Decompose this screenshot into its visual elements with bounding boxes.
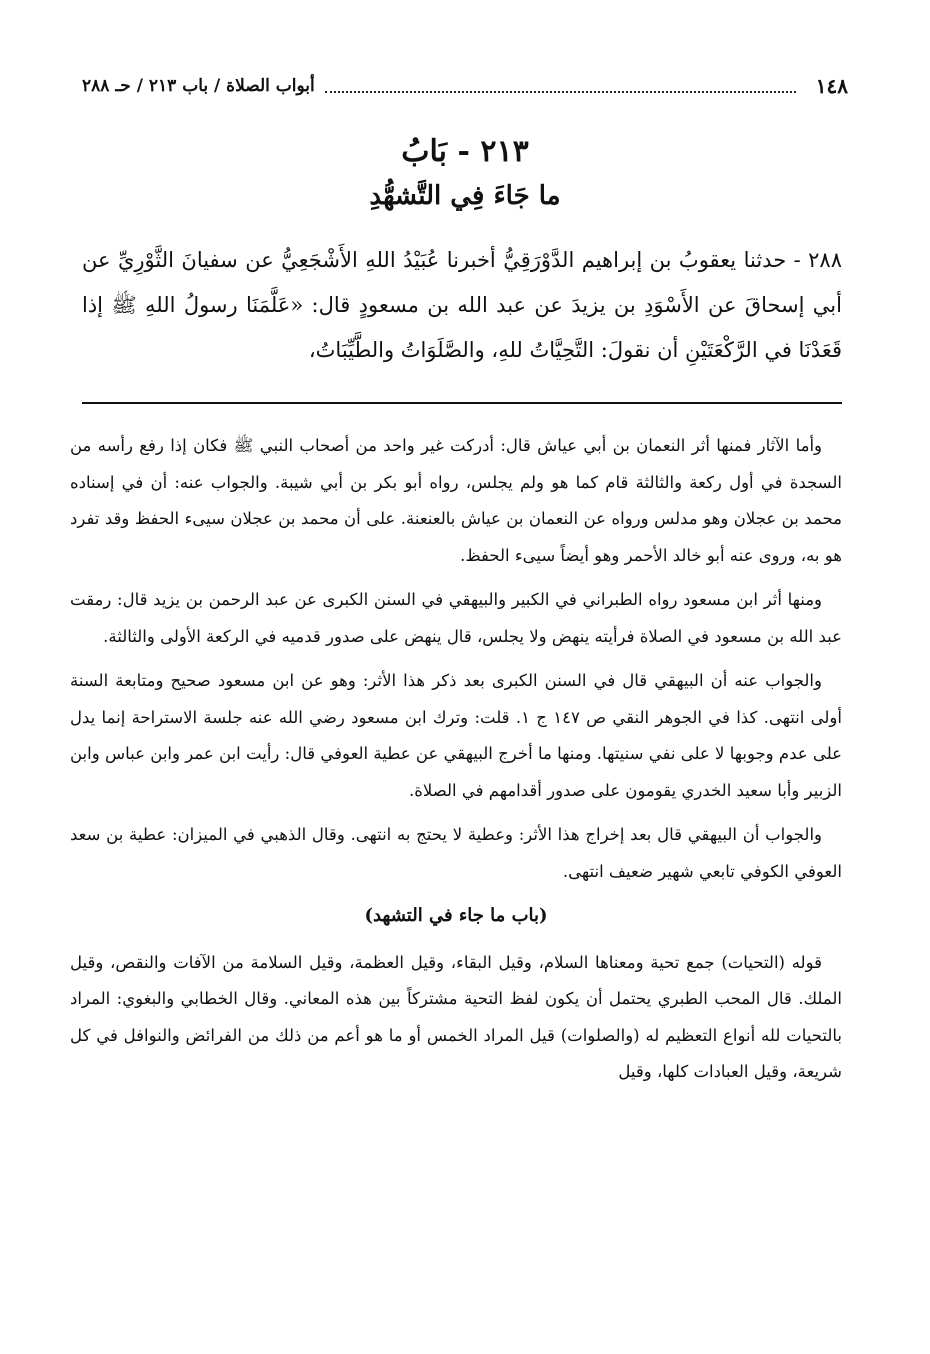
page-number: ١٤٨: [815, 74, 848, 98]
running-head: [82, 68, 848, 104]
hadith-text: ٢٨٨ - حدثنا يعقوبُ بن إبراهيم الدَّوْرَقِيُّ أخبرنا عُبَيْدُ اللهِ الأَشْجَعِيُّ عن سفيانَ الثَّوْرِيِّ عن أبي إسحاقَ عن الأَسْوَدِ بن يزيدَ عن عبد الله بن مسعودٍ قال: «عَلَّمَنَا رسولُ اللهِ ﷺ إذا قَعَدْنَا في الرَّكْعَتَيْنِ أن نقولَ: التَّحِيَّاتُ للهِ، والصَّلَوَاتُ والطَّيِّبَاتُ،: [82, 248, 842, 362]
leader-dots: [325, 79, 796, 93]
commentary-paragraph: ومنها أثر ابن مسعود رواه الطبراني في الكبير والبيهقي في السنن الكبرى عن عبد الرحمن بن يزيد قال: رمقت عبد الله بن مسعود في الصلاة فرأيته ينهض ولا يجلس، قال ينهض على صدور قدميه في الركعة الأولى والثالثة.: [70, 590, 842, 646]
separator-rule: [82, 402, 842, 404]
commentary-subheading: (باب ما جاء في التشهد): [364, 905, 548, 926]
commentary-paragraph: والجواب عنه أن البيهقي قال في السنن الكبرى بعد ذكر هذا الأثر: وهو عن ابن مسعود صحيح ومتابعة السنة أولى انتهى. كذا في الجوهر النقي ص ١٤٧ ج ١. قلت: وترك ابن مسعود رضي الله عنه جلسة الاستراحة إنما يدل على عدم وجوبها لا على نفي سنيتها. ومنها ما أخرج البيهقي عن عطية العوفي قال: رأيت ابن عمر وابن عباس وابن الزبير وأبا سعيد الخدري يقومون على صدور أقدامهم في الصلاة.: [70, 671, 842, 800]
chapter-number: ٢١٣ - بَابُ: [401, 134, 529, 169]
running-head-title: أبواب الصلاة / باب ٢١٣ / حـ ٢٨٨: [82, 76, 315, 96]
chapter-heading: [82, 130, 848, 218]
commentary-paragraph: قوله (التحيات) جمع تحية ومعناها السلام، وقيل البقاء، وقيل العظمة، وقيل السلامة من الآفات والنقص، وقيل الملك. قال المحب الطبري يحتمل أن يكون لفظ التحية مشتركاً بين هذه المعاني. وقال الخطابي والبغوي: المراد بالتحيات لله أنواع التعظيم له (والصلوات) قيل المراد الخمس أو ما هو أعم من ذلك من الفرائض والنوافل في كل شريعة، وقيل العبادات كلها، وقيل: [70, 952, 842, 1081]
commentary-paragraph: وأما الآثار فمنها أثر النعمان بن أبي عياش قال: أدركت غير واحد من أصحاب النبي ﷺ فكان إذا رفع رأسه من السجدة في أول ركعة والثالثة قام كما هو ولم يجلس، رواه أبو بكر بن أبي شيبة. والجواب عنه: أن في إسناده محمد بن عجلان وهو مدلس ورواه عن النعمان بن عياش بالعنعنة. على أن محمد بن عجلان سيىء الحفظ وقد تفرد هو به، وروى عنه أبو خالد الأحمر وهو أيضاً سيىء الحفظ.: [70, 436, 842, 565]
chapter-title: ما جَاءَ فِي التَّشهُّدِ: [369, 181, 561, 211]
commentary: [70, 428, 842, 1099]
commentary-paragraph: والجواب أن البيهقي قال بعد إخراج هذا الأثر: وعطية لا يحتج به انتهى. وقال الذهبي في الميزان: عطية بن سعد العوفي الكوفي تابعي شهير ضعيف انتهى.: [70, 825, 842, 881]
